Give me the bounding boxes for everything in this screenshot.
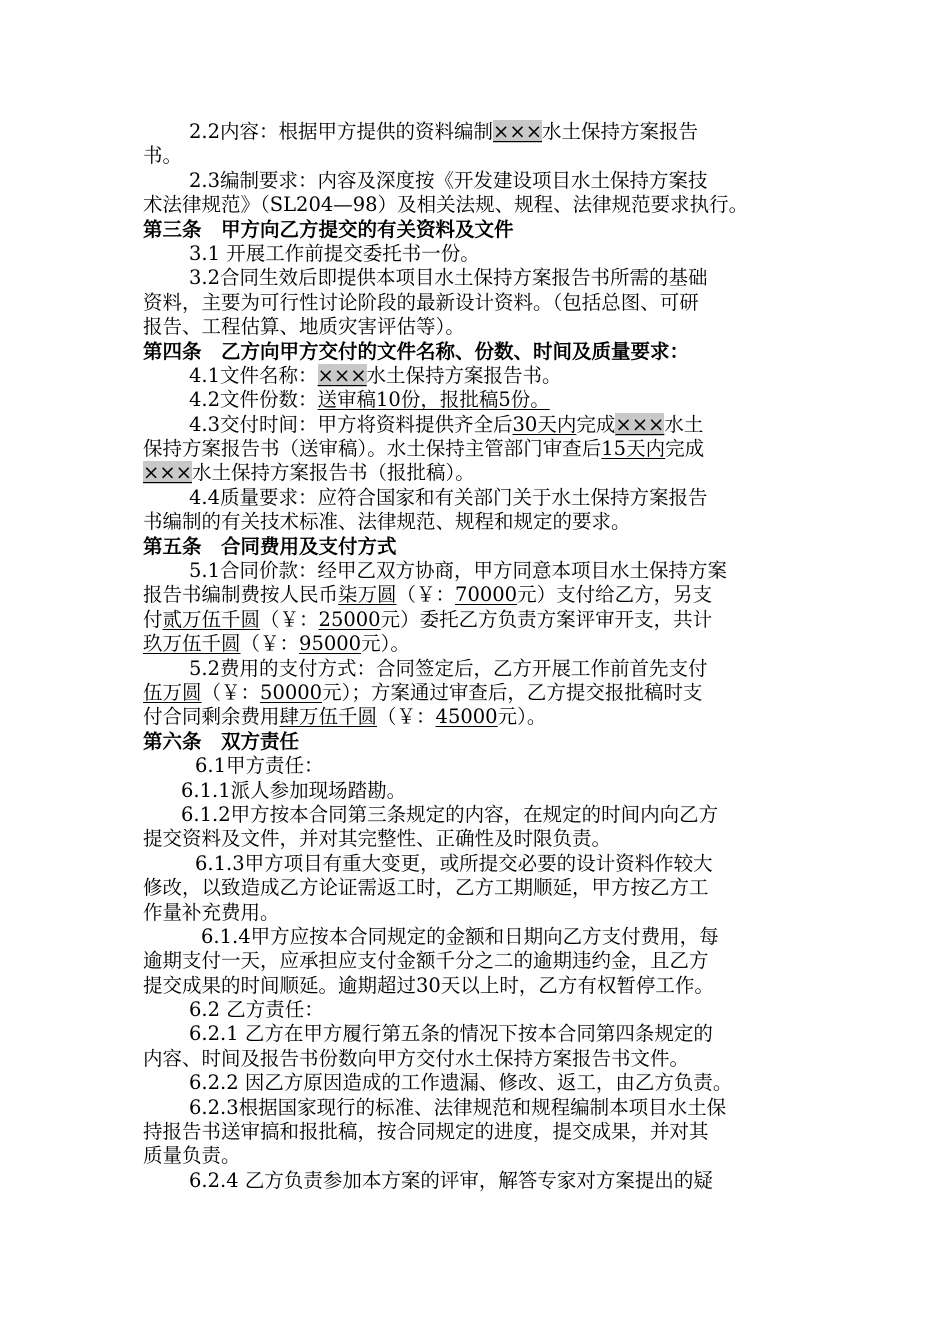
clause-text-line: 书编制的有关技术标准、法律规范、规程和规定的要求。 <box>143 510 631 534</box>
clause-text: 元）。 <box>361 632 410 656</box>
underlined-value: 柒万圆 <box>338 583 397 607</box>
article-6-heading: 第六条 双方责任 <box>143 729 300 753</box>
clause-text-line: 书。 <box>143 144 183 168</box>
clause-text-line <box>143 632 813 656</box>
article-5-heading: 第五条 合同费用及支付方式 <box>143 534 397 558</box>
underlined-value: 50000 <box>260 680 323 704</box>
clause-6-1-4: 6.1.4甲方应按本合同规定的金额和日期向乙方支付费用，每 <box>201 924 719 948</box>
clause-text: （￥： <box>260 607 319 631</box>
clause-text-line: 资料，主要为可行性讨论阶段的最新设计资料。（包括总图、可研 <box>143 290 699 314</box>
clause-text-line: 逾期支付一天，应承担应支付金额千分之二的逾期违约金，且乙方 <box>143 949 709 973</box>
clause-text: 4.3交付时间：甲方将资料提供齐全后 <box>189 412 513 436</box>
clause-text: 水土保持方案报告 <box>542 120 699 143</box>
underlined-value: 30天内 <box>512 412 577 436</box>
clause-3-2: 3.2合同生效后即提供本项目水土保持方案报告书所需的基础 <box>189 266 708 290</box>
underlined-value: 肆万伍千圆 <box>279 705 378 729</box>
clause-text: 水土保持方案报告书。 <box>366 363 562 387</box>
underlined-value: 玖万伍千圆 <box>143 632 241 656</box>
underlined-value: 70000 <box>455 583 518 607</box>
clause-text-line <box>143 608 813 632</box>
underlined-value: 贰万伍千圆 <box>162 607 261 631</box>
clause-6-2-1: 6.2.1 乙方在甲方履行第五条的情况下按本合同第四条规定的 <box>189 1022 713 1046</box>
clause-text-line <box>143 705 813 729</box>
clause-text: （￥： <box>240 632 300 656</box>
clause-text: 元）委托乙方负责方案评审开支，共计 <box>380 607 713 631</box>
clause-text: 元）。 <box>497 705 547 729</box>
underlined-value: 伍万圆 <box>143 680 202 704</box>
placeholder-highlight: ××× <box>493 120 543 143</box>
clause-text: 水土保持方案报告书（报批稿）。 <box>192 461 475 485</box>
clause-text-line: 术法律规范》（SL204—98）及相关法规、规程、法律规范要求执行。 <box>143 193 749 217</box>
clause-6-2-4: 6.2.4 乙方负责参加本方案的评审，解答专家对方案提出的疑 <box>189 1168 713 1192</box>
clause-text: （￥： <box>396 583 456 607</box>
clause-text-line <box>143 681 813 705</box>
placeholder-highlight: ××× <box>317 363 367 387</box>
clause-text: （￥： <box>201 680 261 704</box>
clause-text-line: 提交资料及文件，并对其完整性、正确性及时限负责。 <box>143 827 612 851</box>
clause-5-2: 5.2费用的支付方式：合同签定后，乙方开展工作前首先支付 <box>189 656 708 680</box>
clause-text-line: 持报告书送审搞和报批稿，按合同规定的进度，提交成果，并对其 <box>143 1120 709 1144</box>
clause-6-1-1: 6.1.1派人参加现场踏勘。 <box>181 778 407 802</box>
clause-6-1-3: 6.1.3甲方项目有重大变更，或所提交必要的设计资料作较大 <box>195 851 713 875</box>
clause-6-1-2: 6.1.2甲方按本合同第三条规定的内容，在规定的时间内向乙方 <box>181 802 719 826</box>
clause-text-line: 质量负责。 <box>143 1144 241 1168</box>
article-4-heading: 第四条 乙方向甲方交付的文件名称、份数、时间及质量要求： <box>143 339 690 363</box>
clause-text-line <box>143 437 813 461</box>
clause-4-3 <box>143 413 813 437</box>
clause-text: 付合同剩余费用 <box>143 705 280 729</box>
clause-2-2 <box>143 120 813 144</box>
clause-text-line <box>143 583 813 607</box>
clause-4-2 <box>143 388 813 412</box>
clause-text: 完成 <box>576 412 616 436</box>
underlined-value: 95000 <box>299 632 362 656</box>
clause-text-line: 提交成果的时间顺延。逾期超过30天以上时，乙方有权暂停工作。 <box>143 973 714 997</box>
clause-text: 2.2内容：根据甲方提供的资料编制 <box>189 120 494 143</box>
placeholder-highlight: ××× <box>615 412 665 436</box>
underlined-value: 45000 <box>435 705 498 729</box>
clause-4-1 <box>143 364 813 388</box>
clause-text: 付 <box>143 607 163 631</box>
clause-text: 元）支付给乙方，另支 <box>517 583 713 607</box>
clause-6-2-2: 6.2.2 因乙方原因造成的工作遗漏、修改、返工，由乙方负责。 <box>189 1071 733 1095</box>
clause-text: 水土 <box>664 412 704 436</box>
clause-text: 保持方案报告书（送审稿）。水土保持主管部门审查后 <box>143 437 602 461</box>
underlined-value: 15天内 <box>601 437 666 461</box>
clause-6-2-3: 6.2.3根据国家现行的标准、法律规范和规程编制本项目水土保 <box>189 1095 727 1119</box>
underlined-value: 送审稿10份，报批稿5份。 <box>317 388 550 412</box>
contract-page <box>143 120 813 1193</box>
article-3-heading: 第三条 甲方向乙方提交的有关资料及文件 <box>143 217 514 241</box>
clause-text-line: 作量补充费用。 <box>143 900 280 924</box>
underlined-value: 25000 <box>318 607 381 631</box>
clause-2-3: 2.3编制要求：内容及深度按《开发建设项目水土保持方案技 <box>189 168 708 192</box>
clause-text: 4.2文件份数： <box>189 388 318 412</box>
clause-text-line: 内容、时间及报告书份数向甲方交付水土保持方案报告书文件。 <box>143 1046 690 1070</box>
placeholder-highlight: ××× <box>143 461 193 485</box>
clause-6-1: 6.1甲方责任： <box>195 754 324 778</box>
clause-text: 完成 <box>665 437 705 461</box>
clause-text: 4.1文件名称： <box>189 363 318 387</box>
clause-text-line: 报告、工程估算、地质灾害评估等）。 <box>143 315 465 339</box>
clause-5-1: 5.1合同价款：经甲乙双方协商，甲方同意本项目水土保持方案 <box>189 559 728 583</box>
clause-text: （￥： <box>377 705 436 729</box>
clause-3-1: 3.1 开展工作前提交委托书一份。 <box>189 241 480 265</box>
clause-text-line <box>143 461 813 485</box>
clause-text: 元）；方案通过审查后，乙方提交报批稿时支 <box>322 680 703 704</box>
clause-text-line: 修改，以致造成乙方论证需返工时，乙方工期顺延，甲方按乙方工 <box>143 876 709 900</box>
clause-text: 报告书编制费按人民币 <box>143 583 339 607</box>
clause-4-4: 4.4质量要求：应符合国家和有关部门关于水土保持方案报告 <box>189 485 708 509</box>
clause-6-2: 6.2 乙方责任： <box>189 998 324 1022</box>
